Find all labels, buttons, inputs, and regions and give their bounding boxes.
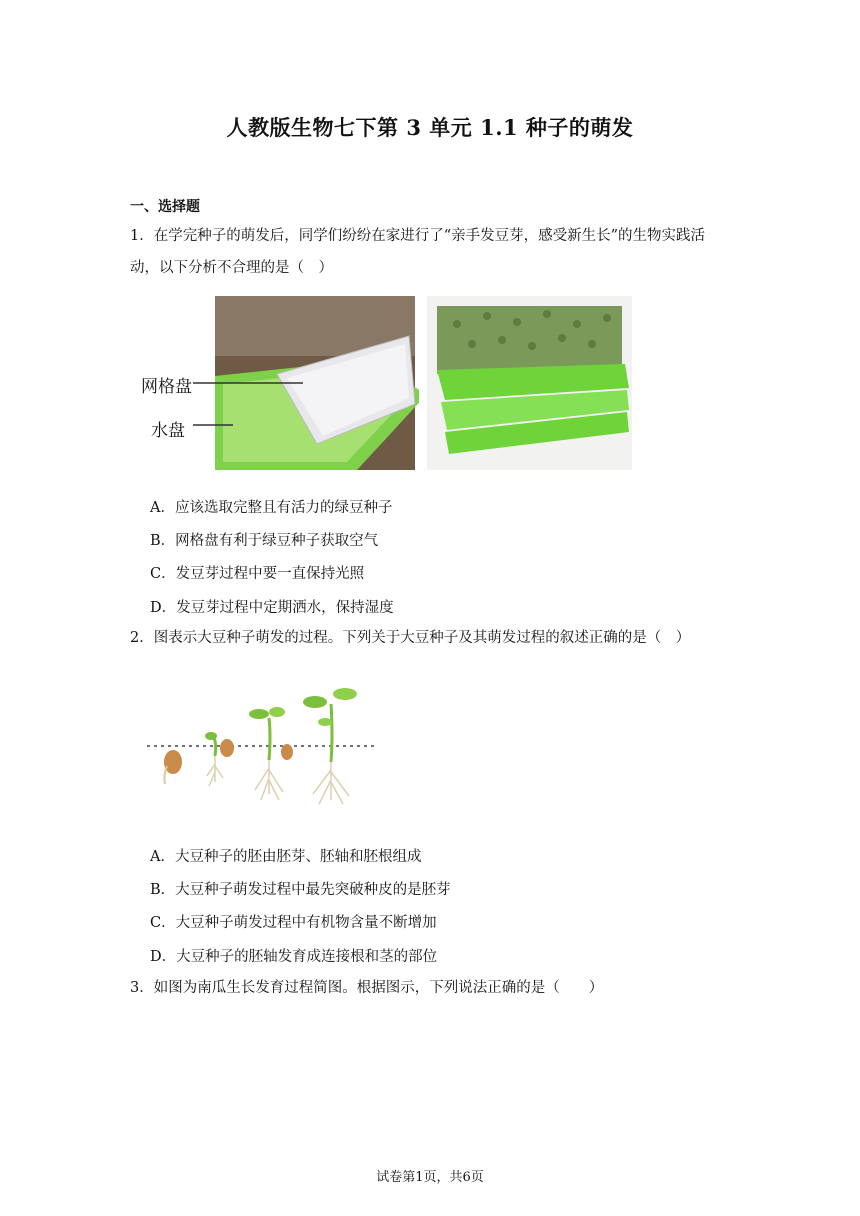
q1-option-c: C．发豆芽过程中要一直保持光照: [150, 566, 365, 582]
q2-option-c: C．大豆种子萌发过程中有机物含量不断增加: [150, 915, 437, 931]
question-2-stem: 2．图表示大豆种子萌发的过程。下列关于大豆种子及其萌发过程的叙述正确的是（ ）: [130, 630, 691, 646]
q1-option-b: B．网格盘有利于绿豆种子获取空气: [150, 533, 379, 549]
label-grid-tray: 网格盘: [141, 377, 192, 397]
question-1-line2: 动，以下分析不合理的是（ ）: [130, 260, 333, 276]
soybean-germination-figure: [145, 686, 380, 810]
q2-option-d: D．大豆种子的胚轴发育成连接根和茎的部位: [150, 949, 438, 965]
section-heading: 一、选择题: [130, 199, 200, 215]
question-1-line1: 1．在学完种子的萌发后，同学们纷纷在家进行了“亲手发豆芽，感受新生长”的生物实践活: [130, 228, 706, 244]
q2-option-a: A．大豆种子的胚由胚芽、胚轴和胚根组成: [150, 849, 422, 865]
label-water-tray: 水盘: [151, 421, 185, 441]
question-1-stem: [130, 220, 730, 284]
question-3-stem: 3．如图为南瓜生长发育过程简图。根据图示，下列说法正确的是（ ）: [130, 980, 604, 996]
page-footer: 试卷第1页，共6页: [376, 1170, 484, 1185]
sprouting-tray-figure: [137, 294, 632, 478]
q1-option-a: A．应该选取完整且有活力的绿豆种子: [150, 500, 393, 516]
q2-option-b: B．大豆种子萌发过程中最先突破种皮的是胚芽: [150, 882, 451, 898]
q1-option-d: D．发豆芽过程中定期洒水，保持湿度: [150, 600, 394, 616]
page-title: 人教版生物七下第 3 单元 1.1 种子的萌发: [226, 115, 634, 140]
